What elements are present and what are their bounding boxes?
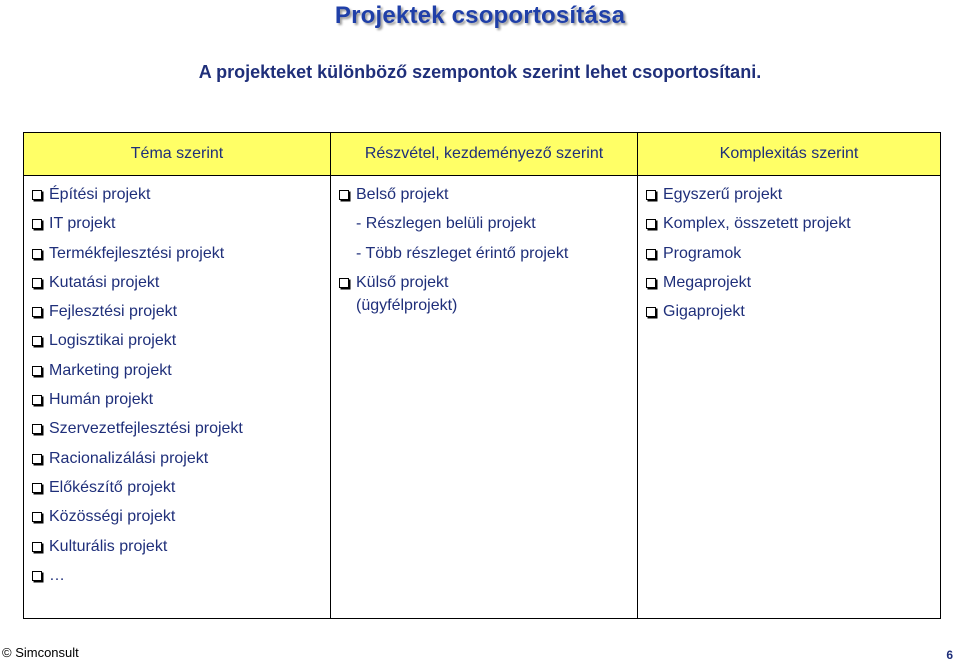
checkbox-bullet-icon bbox=[32, 483, 42, 493]
complexity-list bbox=[638, 183, 851, 329]
list-item-label: Gigaprojekt bbox=[663, 303, 745, 321]
checkbox-bullet-icon bbox=[646, 307, 656, 317]
checkbox-bullet-icon bbox=[32, 278, 42, 288]
list-item bbox=[24, 300, 243, 329]
list-item-label: Kutatási projekt bbox=[49, 273, 160, 291]
checkbox-bullet-icon bbox=[32, 336, 42, 346]
header-complexity: Komplexitás szerint bbox=[719, 145, 859, 162]
list-item-label: Marketing projekt bbox=[49, 361, 172, 379]
list-subitem-label: - Részlegen belüli projekt bbox=[356, 215, 536, 233]
list-item bbox=[24, 505, 243, 534]
checkbox-bullet-icon bbox=[646, 190, 656, 200]
list-item-label: Külső projekt bbox=[356, 273, 449, 291]
list-subitem-label: - Több részleget érintő projekt bbox=[356, 244, 569, 262]
column-complexity bbox=[638, 176, 940, 618]
list-item-label: Humán projekt bbox=[49, 391, 154, 409]
list-item-label: Logisztikai projekt bbox=[49, 332, 177, 350]
checkbox-bullet-icon bbox=[32, 571, 42, 581]
checkbox-bullet-icon bbox=[32, 454, 42, 464]
list-item-label: Termékfejlesztési projekt bbox=[49, 244, 225, 262]
checkbox-bullet-icon bbox=[32, 307, 42, 317]
list-item bbox=[638, 271, 851, 300]
list-item bbox=[638, 242, 851, 271]
checkbox-bullet-icon bbox=[339, 278, 349, 288]
checkbox-bullet-icon bbox=[32, 395, 42, 405]
header-participation: Részvétel, kezdeményező szerint bbox=[331, 133, 638, 175]
checkbox-bullet-icon bbox=[32, 366, 42, 376]
list-item-label: Építési projekt bbox=[49, 186, 151, 203]
checkbox-bullet-icon bbox=[32, 249, 42, 259]
list-item bbox=[24, 564, 243, 593]
checkbox-bullet-icon bbox=[32, 424, 42, 434]
checkbox-bullet-icon bbox=[646, 249, 656, 259]
list-item-label-line2: (ügyfélprojekt) bbox=[356, 296, 458, 314]
checkbox-bullet-icon bbox=[32, 512, 42, 522]
list-item bbox=[638, 183, 851, 212]
list-item bbox=[638, 300, 851, 329]
list-item bbox=[24, 447, 243, 476]
list-item bbox=[24, 359, 243, 388]
grouping-table bbox=[23, 132, 941, 619]
list-item bbox=[24, 388, 243, 417]
list-item bbox=[331, 183, 568, 212]
participation-list bbox=[331, 183, 568, 319]
checkbox-bullet-icon bbox=[32, 219, 42, 229]
list-item bbox=[24, 476, 243, 505]
page-number: 6 bbox=[946, 648, 953, 662]
list-item-label: Szervezetfejlesztési projekt bbox=[49, 420, 243, 438]
checkbox-bullet-icon bbox=[646, 278, 656, 288]
checkbox-bullet-icon bbox=[32, 190, 42, 200]
slide-title: Projektek csoportosítása bbox=[334, 2, 626, 29]
topic-list bbox=[24, 183, 243, 593]
list-item-label: Racionalizálási projekt bbox=[49, 449, 209, 467]
list-item-label: Fejlesztési projekt bbox=[49, 303, 178, 321]
list-subitem bbox=[331, 242, 568, 271]
checkbox-bullet-icon bbox=[646, 219, 656, 229]
list-item bbox=[331, 271, 568, 319]
list-item-label: Közösségi projekt bbox=[49, 508, 176, 526]
column-participation bbox=[331, 176, 638, 618]
list-item bbox=[24, 535, 243, 564]
copyright: © Simconsult bbox=[2, 645, 79, 660]
list-item-label: Egyszerű projekt bbox=[663, 186, 783, 203]
header-topic: Téma szerint bbox=[24, 133, 331, 175]
checkbox-bullet-icon bbox=[32, 542, 42, 552]
slide-subtitle: A projekteket különböző szempontok szerint lehet csoportosítani. bbox=[198, 62, 762, 82]
list-item-label: Komplex, összetett projekt bbox=[663, 215, 851, 233]
list-item-label: Kulturális projekt bbox=[49, 537, 168, 555]
column-topic bbox=[24, 176, 331, 618]
list-item-label: Belső projekt bbox=[356, 186, 449, 203]
checkbox-bullet-icon bbox=[339, 190, 349, 200]
list-item bbox=[24, 242, 243, 271]
list-item bbox=[24, 183, 243, 212]
list-subitem bbox=[331, 212, 568, 241]
list-item-label: Programok bbox=[663, 244, 742, 262]
list-item-label: Előkészítő projekt bbox=[49, 478, 176, 496]
list-item bbox=[24, 417, 243, 446]
list-item-label: … bbox=[49, 566, 65, 584]
list-item bbox=[638, 212, 851, 241]
list-item bbox=[24, 271, 243, 300]
list-item bbox=[24, 212, 243, 241]
table-header bbox=[24, 133, 940, 176]
list-item-label: IT projekt bbox=[49, 215, 116, 233]
list-item-label: Megaprojekt bbox=[663, 273, 752, 291]
list-item bbox=[24, 329, 243, 358]
